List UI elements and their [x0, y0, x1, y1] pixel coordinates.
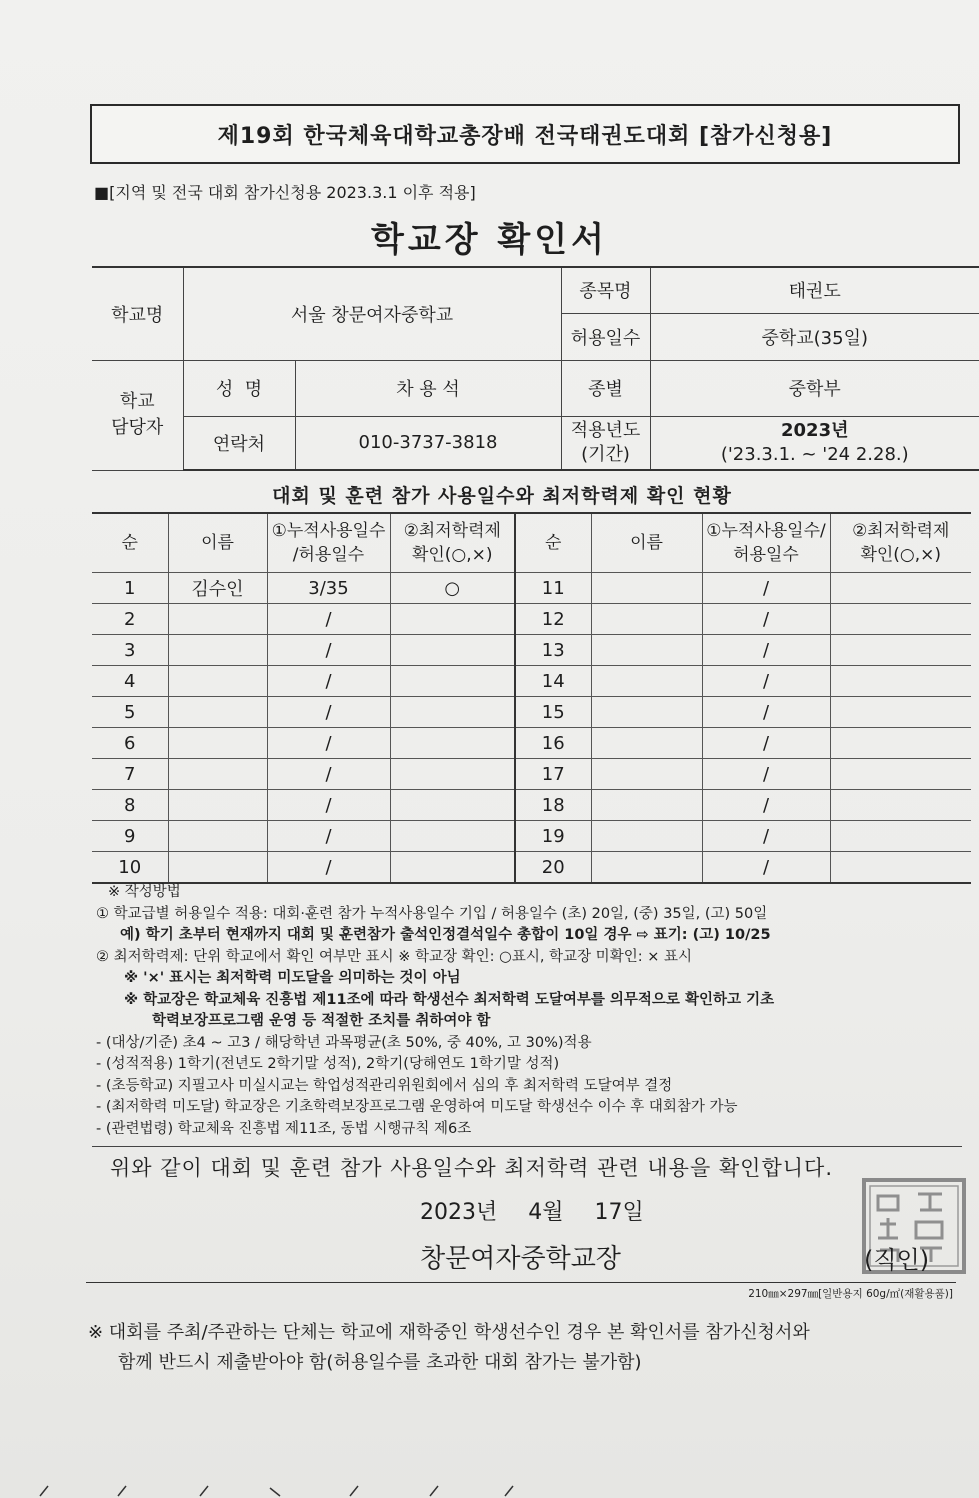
row-days: /	[702, 790, 830, 821]
row-days: /	[267, 666, 390, 697]
allowed-days-label: 허용일수	[561, 313, 650, 360]
note-1: ① 학교급별 허용일수 적용: 대회·훈련 참가 누적사용일수 기입 / 허용일수 (초) 20일, (중) 35일, (고) 50일	[96, 905, 768, 922]
row-name	[168, 697, 267, 728]
detail-2: - (성적적용) 1학기(전년도 2학기말 성적), 2학기(당해연도 1학기말 성적)	[96, 1056, 560, 1072]
row-name	[591, 573, 702, 604]
row-no: 19	[515, 821, 591, 852]
row-check	[390, 635, 515, 666]
submission-note	[88, 1318, 958, 1378]
row-no: 7	[92, 759, 168, 790]
row-name	[168, 759, 267, 790]
table-row	[92, 728, 971, 759]
note-2a: ※ '×' 표시는 최저학력 미도달을 의미하는 것이 아님	[124, 970, 461, 986]
row-name	[168, 790, 267, 821]
note-1b: 예) 학기 초부터 현재까지 대회 및 훈련참가 출석인정결석일수 총합이 10일 경우 ⇨ 표기: (고) 10/25	[120, 927, 771, 943]
table-row	[92, 635, 971, 666]
submission-note-line-1: ※ 대회를 주최/주관하는 단체는 학교에 재학중인 학생선수인 경우 본 확인서를 참가신청서와	[88, 1322, 810, 1343]
row-days: /	[702, 759, 830, 790]
document-title: 학교장 확인서	[371, 220, 608, 260]
row-days: /	[702, 728, 830, 759]
confirm-statement: 위와 같이 대회 및 훈련 참가 사용일수와 최저학력 관련 내용을 확인합니다.	[110, 1156, 834, 1180]
row-no: 20	[515, 852, 591, 884]
row-check	[830, 728, 971, 759]
year-value: 2023년	[781, 419, 849, 441]
row-name	[591, 852, 702, 884]
col-check: ②최저학력제 확인(○,×)	[390, 513, 515, 573]
col-no: 순	[92, 513, 168, 573]
table-row	[92, 604, 971, 635]
category-label: 종별	[561, 360, 650, 416]
issue-date	[420, 1195, 668, 1226]
row-name	[591, 759, 702, 790]
category-value: 중학부	[650, 360, 979, 416]
row-name	[168, 666, 267, 697]
paper-spec: 210㎜×297㎜[일반용지 60g/㎡(재활용품)]	[748, 1288, 953, 1300]
roster-table	[92, 512, 971, 884]
date-month: 4월	[528, 1200, 564, 1225]
row-no: 3	[92, 635, 168, 666]
row-name	[591, 697, 702, 728]
row-name	[168, 604, 267, 635]
date-day: 17일	[594, 1200, 644, 1225]
row-days: /	[267, 821, 390, 852]
row-days: /	[702, 697, 830, 728]
row-no: 1	[92, 573, 168, 604]
applies-note: ■[지역 및 전국 대회 참가신청용 2023.3.1 이후 적용]	[94, 183, 476, 202]
note-2b: ※ 학교장은 학교체육 진흥법 제11조에 따라 학생선수 최저학력 도달여부를 의무적으로 확인하고 기초	[124, 991, 775, 1008]
row-no: 15	[515, 697, 591, 728]
row-check	[390, 790, 515, 821]
row-check	[390, 821, 515, 852]
row-check	[390, 852, 515, 884]
seal-label: (직인)	[864, 1246, 930, 1274]
binder-edge-marks	[0, 1480, 979, 1498]
row-no: 18	[515, 790, 591, 821]
row-no: 8	[92, 790, 168, 821]
row-no: 14	[515, 666, 591, 697]
col-check-2: ②최저학력제 확인(○,×)	[830, 513, 971, 573]
row-check	[830, 821, 971, 852]
info-table	[92, 266, 979, 471]
col-name: 이름	[168, 513, 267, 573]
row-check	[390, 728, 515, 759]
detail-3: - (초등학교) 지필고사 미실시교는 학업성적관리위원회에서 심의 후 최저학력 도달여부 결정	[96, 1077, 673, 1094]
school-value: 서울 창문여자중학교	[183, 267, 561, 360]
row-check	[830, 666, 971, 697]
row-no: 2	[92, 604, 168, 635]
row-check	[830, 852, 971, 884]
row-check	[390, 697, 515, 728]
row-days: /	[267, 852, 390, 884]
row-days: /	[702, 573, 830, 604]
school-label: 학교명	[92, 267, 183, 360]
row-check	[830, 604, 971, 635]
table-row	[92, 852, 971, 884]
row-days: 3/35	[267, 573, 390, 604]
table-row	[92, 821, 971, 852]
table-row	[92, 759, 971, 790]
year-label: 적용년도 (기간)	[561, 416, 650, 470]
notes-divider	[92, 1146, 962, 1147]
row-no: 12	[515, 604, 591, 635]
row-name	[591, 790, 702, 821]
row-check	[830, 573, 971, 604]
row-name	[591, 604, 702, 635]
col-no-2: 순	[515, 513, 591, 573]
row-days: /	[267, 790, 390, 821]
table-row	[92, 790, 971, 821]
col-name-2: 이름	[591, 513, 702, 573]
row-name	[591, 728, 702, 759]
row-days: /	[267, 604, 390, 635]
row-days: /	[702, 821, 830, 852]
row-name	[168, 852, 267, 884]
row-days: /	[702, 635, 830, 666]
row-name	[591, 666, 702, 697]
row-no: 5	[92, 697, 168, 728]
row-no: 17	[515, 759, 591, 790]
detail-4: - (최저학력 미도달) 학교장은 기초학력보장프로그램 운영하여 미도달 학생선수 이수 후 대회참가 가능	[96, 1099, 738, 1115]
row-check	[390, 604, 515, 635]
name-label: 성 명	[183, 360, 295, 416]
col-days: ①누적사용일수 /허용일수	[267, 513, 390, 573]
row-name: 김수인	[168, 573, 267, 604]
sport-label: 종목명	[561, 267, 650, 313]
row-check	[830, 790, 971, 821]
row-name	[168, 635, 267, 666]
contact-value: 010-3737-3818	[295, 416, 561, 470]
row-check: ○	[390, 573, 515, 604]
table-row	[92, 666, 971, 697]
row-days: /	[267, 759, 390, 790]
row-no: 16	[515, 728, 591, 759]
note-2: ② 최저학력제: 단위 학교에서 확인 여부만 표시 ※ 학교장 확인: ○표시, 학교장 미확인: × 표시	[96, 948, 692, 965]
row-check	[390, 666, 515, 697]
row-no: 9	[92, 821, 168, 852]
row-name	[591, 821, 702, 852]
row-days: /	[702, 604, 830, 635]
row-days: /	[267, 635, 390, 666]
table-row	[92, 573, 971, 604]
notes-heading: ※ 작성방법	[108, 884, 181, 900]
detail-1: - (대상/기준) 초4 ~ 고3 / 해당학년 과목평균(초 50%, 중 40%, 고 30%)적용	[96, 1034, 592, 1051]
row-check	[830, 635, 971, 666]
roster-title: 대회 및 훈련 참가 사용일수와 최저학력제 확인 현황	[272, 485, 732, 507]
principal-title: 창문여자중학교장	[420, 1244, 621, 1274]
row-no: 6	[92, 728, 168, 759]
event-title-box	[90, 104, 960, 164]
roster-body	[92, 573, 971, 884]
table-row	[92, 697, 971, 728]
footer-rule	[86, 1282, 956, 1283]
event-title: 제19회 한국체육대학교총장배 전국태권도대회 [참가신청용]	[217, 123, 833, 149]
detail-5: - (관련법령) 학교체육 진흥법 제11조, 동법 시행규칙 제6조	[96, 1120, 472, 1137]
row-name	[168, 728, 267, 759]
row-no: 10	[92, 852, 168, 884]
row-no: 13	[515, 635, 591, 666]
sport-value: 태권도	[650, 267, 979, 313]
submission-note-line-2: 함께 반드시 제출받아야 함(허용일수를 초과한 대회 참가는 불가함)	[118, 1352, 642, 1373]
row-name	[168, 821, 267, 852]
row-check	[830, 759, 971, 790]
row-no: 11	[515, 573, 591, 604]
row-check	[830, 697, 971, 728]
contact-label: 연락처	[183, 416, 295, 470]
row-name	[591, 635, 702, 666]
row-days: /	[267, 728, 390, 759]
col-days-2: ①누적사용일수/ 허용일수	[702, 513, 830, 573]
row-days: /	[267, 697, 390, 728]
row-days: /	[702, 852, 830, 884]
row-check	[390, 759, 515, 790]
year-cell	[650, 416, 979, 470]
row-no: 4	[92, 666, 168, 697]
date-year: 2023년	[420, 1200, 498, 1225]
writing-instructions	[96, 882, 966, 1140]
manager-label: 학교 담당자	[92, 360, 183, 470]
name-value: 차 용 석	[295, 360, 561, 416]
allowed-days-value: 중학교(35일)	[650, 313, 979, 360]
note-2c: 학력보장프로그램 운영 등 적절한 조치를 취하여야 함	[152, 1013, 491, 1029]
period-value: ('23.3.1. ~ '24 2.28.)	[720, 443, 909, 465]
row-days: /	[702, 666, 830, 697]
